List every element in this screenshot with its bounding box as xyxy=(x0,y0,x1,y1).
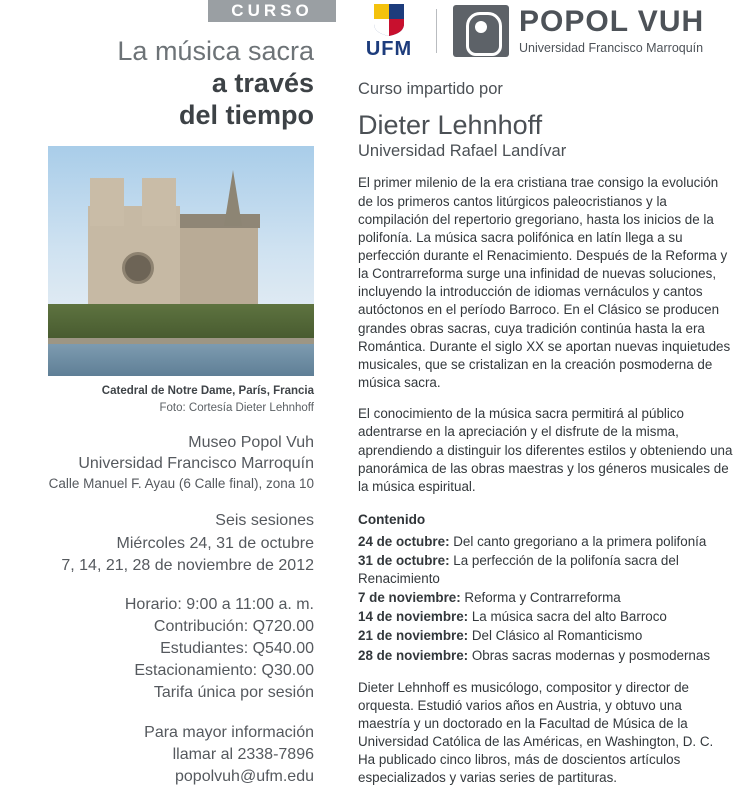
content-list-item xyxy=(358,608,734,626)
schedule-line-4: Estacionamiento: Q30.00 xyxy=(134,661,314,679)
venue-line-1: Museo Popol Vuh xyxy=(188,433,314,451)
content-item-date: 21 de noviembre: xyxy=(358,628,469,644)
photo-credit: Foto: Cortesía Dieter Lehnhoff xyxy=(159,401,314,414)
lecturer-university: Universidad Rafael Landívar xyxy=(358,142,567,161)
title-line-1: La música sacra xyxy=(117,36,314,66)
description-paragraph-2: El conocimiento de la música sacra permitirá al público adentrarse en la apreciación y el disfrute de la misma, aprendiendo a distinguir los diferentes estilos y obteniendo una panorámica de las obras maestras y los géneros musicales de la música espiritual. xyxy=(358,406,733,494)
lecturer-bio: Dieter Lehnhoff es musicólogo, compositor y director de orquesta. Estudió varios años en Austria, y obtuvo una maestría y un doctorado en la Facultad de Música de la Universidad Católica de las Américas, en Washington, D. C. Ha publicado cinco libros, más de doscientos artículos especializados y varias series de partituras. xyxy=(358,679,714,786)
content-item-text: La perfección de la polifonía sacra del Renacimiento xyxy=(358,553,679,587)
content-item-date: 24 de octubre: xyxy=(358,534,450,549)
ufm-wordmark: UFM xyxy=(365,38,413,60)
content-item-text: Obras sacras modernas y posmodernas xyxy=(468,647,711,663)
contact-line-1: Para mayor información xyxy=(144,724,314,742)
popol-vuh-mark-icon xyxy=(453,5,509,57)
sessions-line-3: 7, 14, 21, 28 de noviembre de 2012 xyxy=(61,556,314,574)
left-column xyxy=(0,0,336,786)
content-list-item xyxy=(358,589,734,607)
cathedral-tower-right xyxy=(142,178,176,226)
title-line-3: del tiempo xyxy=(178,99,314,130)
content-heading: Contenido xyxy=(358,512,426,527)
content-item-date: 31 de octubre: xyxy=(358,553,450,569)
content-list-item xyxy=(358,627,734,645)
cathedral-tower-left xyxy=(90,178,124,226)
right-column xyxy=(336,0,750,786)
logo-bar xyxy=(358,0,734,62)
photo-wrapper xyxy=(0,146,314,376)
schedule-line-1: Horario: 9:00 a 11:00 a. m. xyxy=(124,595,314,613)
logo-divider xyxy=(436,9,437,53)
content-item-text: Del canto gregoriano a la primera polifonía xyxy=(449,534,707,549)
rose-window xyxy=(122,252,154,284)
sessions-block xyxy=(0,510,314,576)
content-list-item xyxy=(358,647,734,665)
schedule-line-5: Tarifa única por sesión xyxy=(153,683,314,701)
venue-line-2: Universidad Francisco Marroquín xyxy=(78,455,314,473)
contact-block xyxy=(0,722,314,788)
cathedral-roof xyxy=(178,214,260,228)
contact-phone: llamar al 2338-7896 xyxy=(172,746,314,764)
content-list-item xyxy=(358,552,734,588)
lecturer-name: Dieter Lehnhoff xyxy=(358,110,543,140)
schedule-line-2: Contribución: Q720.00 xyxy=(153,617,314,635)
content-list-item xyxy=(358,533,734,551)
description-paragraph-1: El primer milenio de la era cristiana trae consigo la evolución de los primeros cantos litúrgicos paleocristianos y la compilación del repertorio gregoriano, hasta los inicios de la polifonía. La música sacra polifónica en latín llega a su perfección durante el Renacimiento. Después de la Reforma y la Contrarreforma surge una infinidad de nuevas soluciones, incluyendo la introducción de idiomas vernáculos y cantos autóctonos en el período Barroco. En el Clásico se producen grandes obras sacras, cuya tradición continúa hasta la era Romántica. Durante el siglo XX se aportan nuevas inquietudes musicales, que se cristalizan en la creación posmoderna de música sacra. xyxy=(358,175,731,391)
course-tag: CURSO xyxy=(208,0,336,22)
title-line-2: a través xyxy=(211,67,314,98)
content-item-text: Reforma y Contrarreforma xyxy=(460,590,621,606)
photo-caption: Catedral de Notre Dame, París, Francia xyxy=(101,384,314,397)
venue-block xyxy=(0,432,314,494)
schedule-block xyxy=(0,594,314,704)
cathedral-spire xyxy=(224,170,242,226)
content-list xyxy=(358,533,734,665)
venue-line-3: Calle Manuel F. Ayau (6 Calle final), zona 10 xyxy=(48,476,314,492)
contact-email[interactable]: popolvuh@ufm.edu xyxy=(175,768,314,786)
content-item-date: 28 de noviembre: xyxy=(358,647,469,663)
river-seine xyxy=(48,344,314,376)
sessions-line-2: Miércoles 24, 31 de octubre xyxy=(116,534,314,552)
content-item-date: 14 de noviembre: xyxy=(358,609,469,625)
content-item-text: Del Clásico al Romanticismo xyxy=(468,628,643,644)
cathedral-photo xyxy=(48,146,314,376)
ufm-logo xyxy=(358,3,420,59)
popol-vuh-name: POPOL VUH xyxy=(519,5,705,38)
content-item-date: 7 de noviembre: xyxy=(358,590,461,606)
popol-vuh-subtitle: Universidad Francisco Marroquín xyxy=(519,41,704,55)
content-item-text: La música sacra del alto Barroco xyxy=(468,609,667,625)
imparted-by-label: Curso impartido por xyxy=(358,80,503,98)
sessions-line-1: Seis sesiones xyxy=(215,512,314,530)
shield-icon xyxy=(373,3,405,37)
popol-vuh-titles xyxy=(519,7,704,55)
schedule-line-3: Estudiantes: Q540.00 xyxy=(160,639,314,657)
